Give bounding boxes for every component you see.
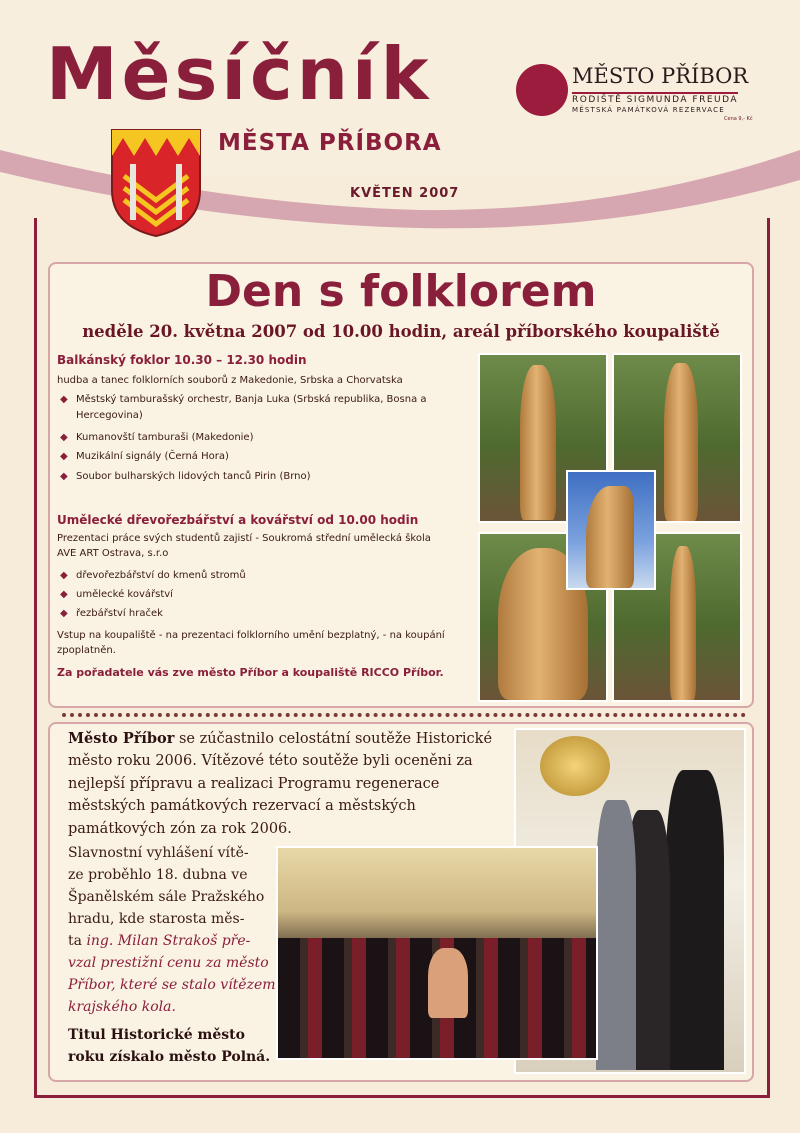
article-line: vzal prestižní cenu za město [68,955,269,971]
price-label: Cena 9,- Kč [724,116,753,122]
list-item: ◆ dřevořezbářství do kmenů stromů [60,570,246,581]
logo-title: MĚSTO PŘÍBOR [572,64,749,88]
article-line: hradu, kde starosta měs- [68,911,245,927]
logo-subtitle: RODIŠTĚ SIGMUNDA FREUDA [572,92,738,105]
article-line: Titul Historické město [68,1027,245,1043]
list-item: ◆ Soubor bulharských lidových tanců Pirin (Brno) [60,471,311,482]
city-logo [516,60,766,130]
article-line: krajského kola. [68,999,176,1015]
folklore-intro: hudba a tanec folklorních souborů z Makedonie, Srbska a Chorvatska [57,375,403,386]
event-headline: Den s folklorem [205,266,597,317]
list-item: ◆ Kumanovští tamburaši (Makedonie) [60,432,254,443]
entry-note: Vstup na koupaliště - na prezentaci folklorního umění bezplatný, - na koupání zpoplatněn. [57,630,445,656]
carving-photo-5 [566,470,656,590]
article-line: roku získalo město Polná. [68,1049,271,1065]
masthead-title: Měsíčník [46,32,433,116]
masthead-subtitle: MĚSTA PŘÍBORA [218,130,442,156]
logo-subtitle-2: MĚSTSKÁ PAMÁTKOVÁ REZERVACE [572,106,725,114]
craft-title: Umělecké dřevořezbářství a kovářství od 10.00 hodin [57,513,419,527]
article-line: ze proběhlo 18. dubna ve [68,867,248,883]
issue-date: KVĚTEN 2007 [350,186,460,201]
event-invite: Za pořadatele vás zve město Příbor a koupaliště RICCO Příbor. [57,666,444,679]
craft-intro: Prezentaci práce svých studentů zajistí - Soukromá střední umělecká škola [57,533,431,544]
list-item: ◆ Muzikální signály (Černá Hora) [60,451,229,462]
freud-portrait-icon [516,64,568,116]
article-line: ta ing. Milan Strakoš pře- [68,933,251,949]
list-item: ◆ Městský tamburašský orchestr, Banja Luka (Srbská republika, Bosna a Hercegovina) [60,394,427,421]
craft-intro-2: AVE ART Ostrava, s.r.o [57,548,169,559]
list-item: ◆ řezbářství hraček [60,608,163,619]
article-line: Španělském sále Pražského [68,889,265,905]
ceremony-hall-photo [276,846,598,1060]
list-item: ◆ umělecké kovářství [60,589,173,600]
article-line: Příbor, které se stalo vítězem [68,977,276,993]
article-line: Slavnostní vyhlášení vítě- [68,845,249,861]
event-subhead: neděle 20. května 2007 od 10.00 hodin, areál příborského koupaliště [82,322,720,341]
folklore-title: Balkánský foklor 10.30 – 12.30 hodin [57,353,307,367]
divider [62,713,746,717]
article-lead: Město Příbor se zúčastnilo celostátní soutěže Historické město roku 2006. Vítězové této soutěže byli oceněni za nejlepší přípravu a realizaci Programu regenerace městských památkových rezervací a městských památkových zón za rok 2006. [68,730,493,837]
